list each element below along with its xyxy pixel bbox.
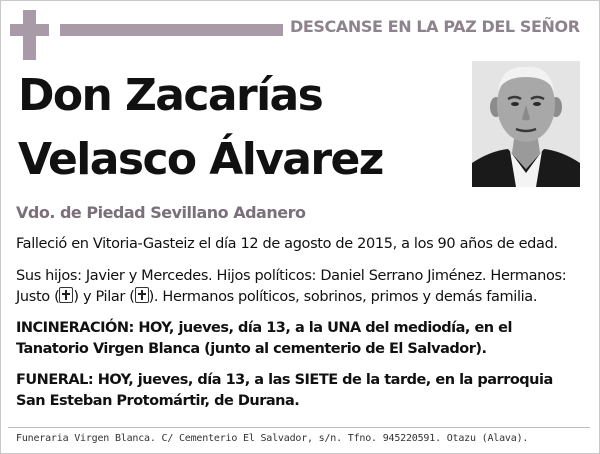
cremation-notice: INCINERACIÓN: HOY, jueves, día 13, a la UNA del mediodía, en el Tanatorio Virgen Blanca (junto al cementerio de El Salvador). [16, 320, 512, 357]
family-text-1: Sus hijos: Javier y Mercedes. Hijos políticos: Daniel Serrano Jiménez. Hermanos: Justo ( [16, 268, 567, 305]
cross-horizontal-bar [10, 24, 49, 36]
family-paragraph [16, 266, 586, 308]
funeral-home-footer: Funeraria Virgen Blanca. C/ Cementerio El Salvador, s/n. Tfno. 945220591. Otazu (Alava). [16, 433, 529, 444]
portrait-illustration [472, 61, 580, 187]
widow-line: Vdo. de Piedad Sevillano Adanero [16, 203, 306, 222]
deceased-cross-icon [135, 287, 149, 303]
header-title: DESCANSE EN LA PAZ DEL SEÑOR [290, 17, 580, 36]
death-notice: Falleció en Vitoria-Gasteiz el día 12 de agosto de 2015, a los 90 años de edad. [16, 236, 558, 252]
portrait-photo [472, 61, 580, 187]
header-rule [60, 24, 283, 36]
deceased-cross-icon [59, 287, 73, 303]
funeral-notice: FUNERAL: HOY, jueves, día 13, a las SIETE de la tarde, en la parroquia San Esteban Protomártir, de Durana. [16, 372, 553, 409]
deceased-name-line2: Velasco Álvarez [18, 134, 383, 185]
family-text-2: ) y Pilar ( [73, 289, 135, 305]
deceased-name-line1: Don Zacarías [18, 70, 323, 121]
footer-divider [8, 427, 590, 428]
family-text-3: ). Hermanos políticos, sobrinos, primos y demás familia. [148, 289, 538, 305]
